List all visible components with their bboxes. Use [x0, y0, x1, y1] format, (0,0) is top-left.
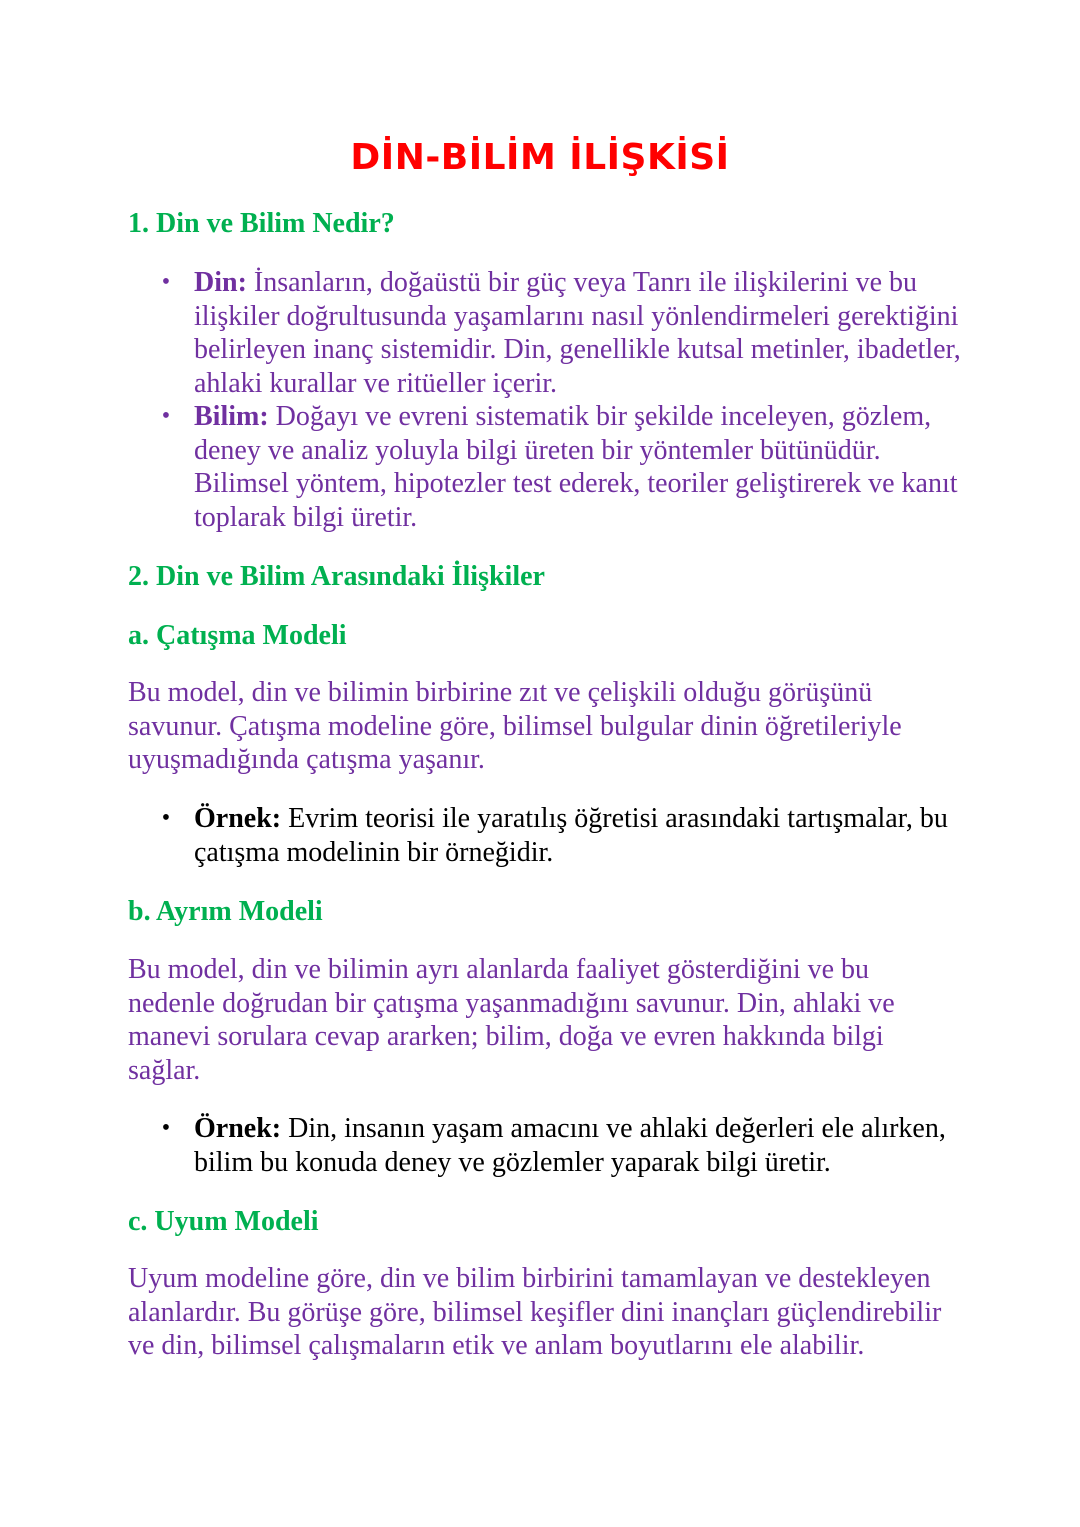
paragraph-separation-model: Bu model, din ve bilimin ayrı alanlarda faaliyet gösterdiğini ve bu nedenle doğrudan bir çatışma yaşanmadığını savunur. Din, ahlaki ve manevi sorulara cevap ararken; bilim, doğa ve evren hakkında bilgi sağlar.	[128, 954, 895, 1086]
example-label: Örnek:	[194, 1113, 282, 1144]
example-separation-model	[128, 1112, 968, 1179]
bullet-text	[194, 1112, 968, 1179]
bullet-label: Bilim:	[194, 401, 269, 432]
subheading-harmony-model: c. Uyum Modeli	[128, 1206, 319, 1237]
bullet-body: Doğayı ve evreni sistematik bir şekilde inceleyen, gözlem, deney ve analiz yoluyla bilgi üreten bir yöntemler bütünüdür. Bilimsel yöntem, hipotezler test ederek, teoriler geliştirerek ve kanıt toplarak bilgi üretir.	[194, 401, 958, 533]
subheading-conflict-model: a. Çatışma Modeli	[128, 620, 347, 651]
section-heading-relations: 2. Din ve Bilim Arasındaki İlişkiler	[128, 561, 545, 592]
example-label: Örnek:	[194, 803, 282, 834]
bullet-dot: •	[161, 269, 171, 295]
bullet-dot: •	[161, 403, 171, 429]
bullet-label: Din:	[194, 267, 247, 298]
bullet-body: İnsanların, doğaüstü bir güç veya Tanrı ile ilişkilerini ve bu ilişkiler doğrultusunda yaşamlarını nasıl yönlendirmeleri gerektiğini belirleyen inanç sistemidir. Din, genellikle kutsal metinler, ibadetler, ahlaki kurallar ve ritüeller içerir.	[194, 267, 961, 399]
bullet-item-bilim	[128, 400, 968, 534]
example-body: Din, insanın yaşam amacını ve ahlaki değerleri ele alırken, bilim bu konuda deney ve gözlemler yaparak bilgi üretir.	[194, 1113, 946, 1178]
bullet-text	[194, 400, 968, 534]
section-heading-definitions: 1. Din ve Bilim Nedir?	[128, 208, 395, 239]
bullet-text	[194, 266, 968, 400]
bullet-dot: •	[161, 1115, 171, 1141]
subheading-separation-model: b. Ayrım Modeli	[128, 896, 323, 927]
example-conflict-model	[128, 802, 968, 869]
page-title: DİN-BİLİM İLİŞKİSİ	[350, 137, 730, 178]
bullet-dot: •	[161, 805, 171, 831]
paragraph-harmony-model: Uyum modeline göre, din ve bilim birbirini tamamlayan ve destekleyen alanlardır. Bu görüşe göre, bilimsel keşifler dini inançları güçlendirebilir ve din, bilimsel çalışmaların etik ve anlam boyutlarını ele alabilir.	[128, 1263, 942, 1361]
example-body: Evrim teorisi ile yaratılış öğretisi arasındaki tartışmalar, bu çatışma modelinin bir örneğidir.	[194, 803, 948, 868]
bullet-item-din	[128, 266, 968, 400]
paragraph-conflict-model: Bu model, din ve bilimin birbirine zıt ve çelişkili olduğu görüşünü savunur. Çatışma modeline göre, bilimsel bulgular dinin öğretileriyle uyuşmadığında çatışma yaşanır.	[128, 677, 902, 775]
bullet-text	[194, 802, 968, 869]
